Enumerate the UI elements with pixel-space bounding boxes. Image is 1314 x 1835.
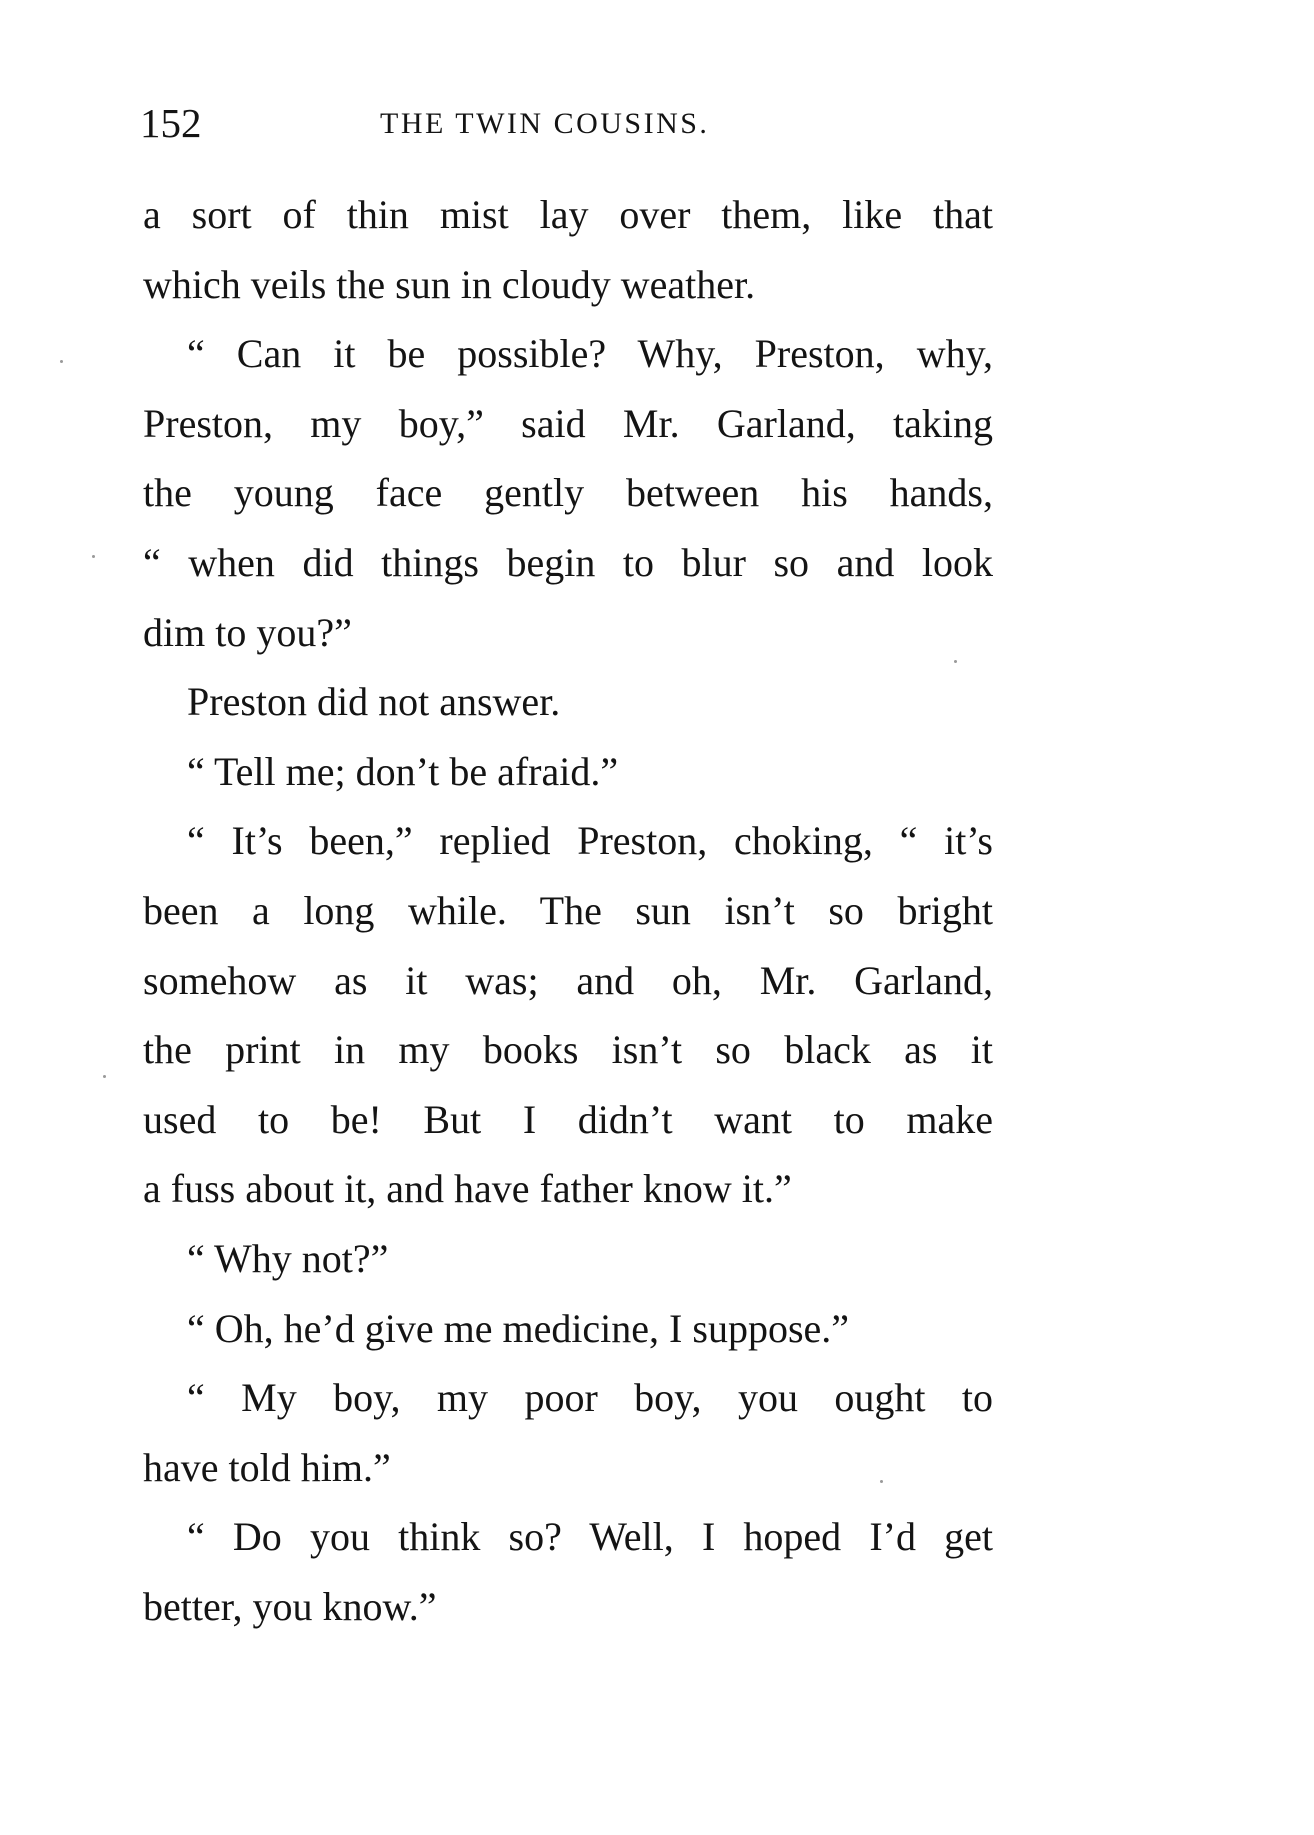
text-line: which veils the sun in cloudy weather. [143,261,756,307]
paper-speck [954,660,957,663]
paper-speck [880,1480,883,1483]
body-text [143,180,993,1641]
text-line: “ My boy, my poor boy, you ought to [187,1375,993,1421]
text-line: Preston, my boy,” said Mr. Garland, taking [143,400,993,446]
text-line: somehow as it was; and oh, Mr. Garland, [143,957,993,1003]
text-line: a fuss about it, and have father know it.” [143,1166,792,1212]
text-line: “ Can it be possible? Why, Preston, why, [187,331,993,377]
text-line: dim to you?” [143,609,352,655]
text-line: “ Oh, he’d give me medicine, I suppose.” [187,1305,850,1351]
text-line: the young face gently between his hands, [143,470,993,516]
text-line: been a long while. The sun isn’t so bright [143,887,993,933]
running-title: THE TWIN COUSINS. [380,107,710,140]
text-line: “ It’s been,” replied Preston, choking, “ it’s [187,818,993,864]
text-line: a sort of thin mist lay over them, like that [143,192,993,237]
running-head [140,98,1000,148]
text-line: Preston did not answer. [187,679,561,725]
paper-speck [103,1075,106,1078]
paper-speck [92,555,95,558]
text-line: “ Do you think so? Well, I hoped I’d get [187,1514,993,1560]
paper-speck [60,360,63,363]
text-line: have told him.” [143,1444,391,1490]
page-number: 152 [140,100,202,146]
text-line: “ Tell me; don’t be afraid.” [187,748,619,794]
text-line: the print in my books isn’t so black as it [143,1027,993,1073]
text-line: “ when did things begin to blur so and look [143,539,993,585]
text-line: better, you know.” [143,1583,437,1629]
text-line: “ Why not?” [187,1235,389,1281]
text-line: used to be! But I didn’t want to make [143,1096,993,1142]
